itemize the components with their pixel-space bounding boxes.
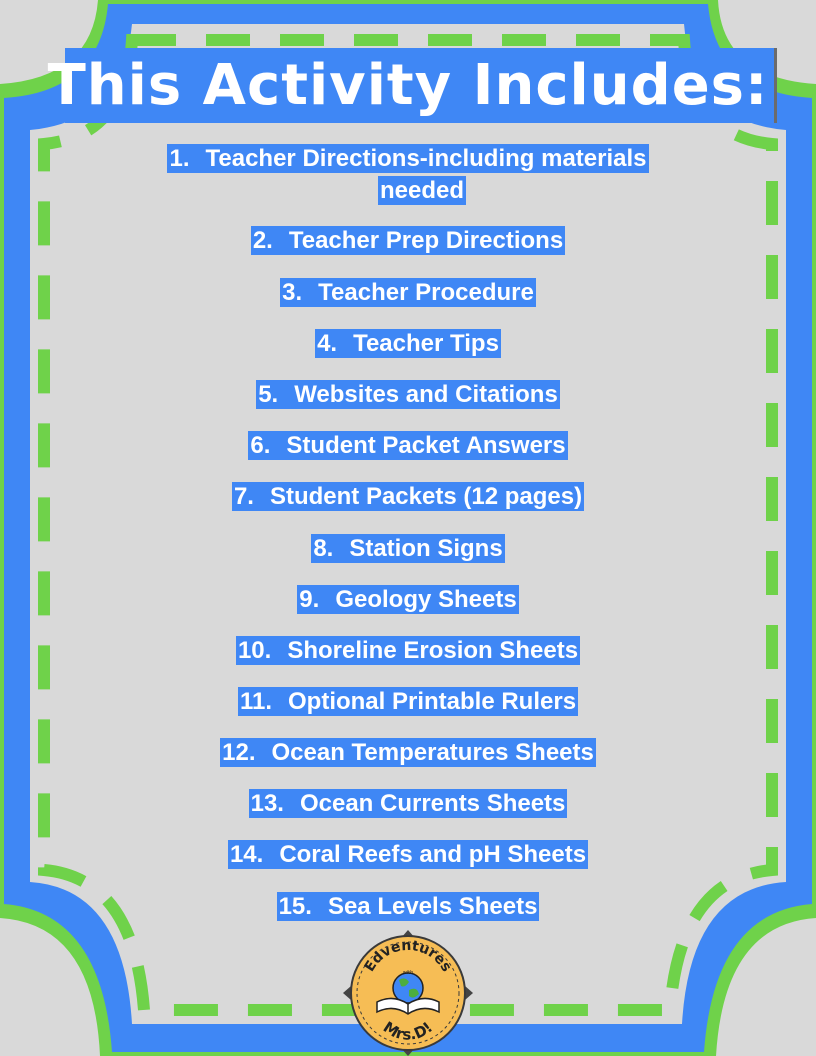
list-item: 4. Teacher Tips bbox=[317, 330, 499, 357]
list-item: 10. Shoreline Erosion Sheets bbox=[237, 637, 579, 664]
svg-text:Edventures: Edventures bbox=[361, 937, 455, 975]
svg-text:with: with bbox=[402, 970, 414, 976]
list-item: 6. Student Packet Answers bbox=[250, 432, 566, 459]
list-item: 2. Teacher Prep Directions bbox=[252, 227, 564, 254]
list-item: 7. Student Packets (12 pages) bbox=[233, 483, 583, 510]
list-item: 12. Ocean Temperatures Sheets bbox=[222, 739, 594, 766]
list-item-continuation: needed bbox=[379, 177, 465, 204]
list-item: 3. Teacher Procedure bbox=[282, 279, 534, 306]
list-item: 13. Ocean Currents Sheets bbox=[250, 790, 566, 817]
list-item: 11. Optional Printable Rulers bbox=[239, 688, 577, 715]
list-item: 9. Geology Sheets bbox=[299, 586, 517, 613]
list-item: 5. Websites and Citations bbox=[258, 381, 558, 408]
edventures-logo bbox=[343, 930, 473, 1056]
page-title: This Activity Includes: bbox=[47, 53, 769, 118]
svg-text:Mrs.D!: Mrs.D! bbox=[379, 1017, 437, 1044]
list-item: 1. Teacher Directions-including materials bbox=[169, 145, 647, 172]
list-item: 8. Station Signs bbox=[313, 535, 503, 562]
list-item: 15. Sea Levels Sheets bbox=[278, 893, 538, 920]
list-item: 14. Coral Reefs and pH Sheets bbox=[229, 841, 587, 868]
